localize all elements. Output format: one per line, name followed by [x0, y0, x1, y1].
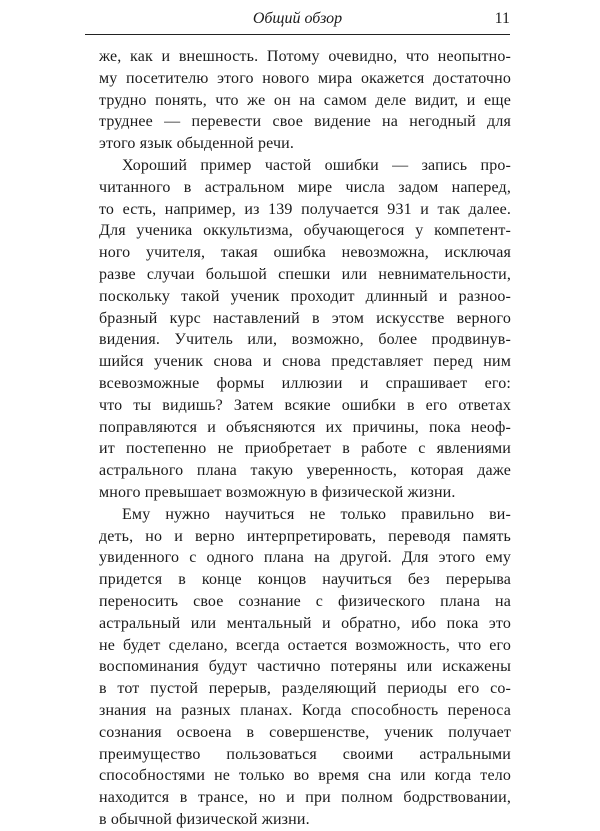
text-line: деть, но и верно интерпретировать, переводя память: [99, 527, 511, 545]
text-line: всевозможные формы иллюзии и спрашивает его:: [99, 374, 511, 392]
text-line: трудно понять, что же он на самом деле видит, и еще: [99, 91, 511, 109]
text-line: не будет сделано, всегда остается возможность, что его: [99, 636, 511, 654]
text-line: поправляются и объясняются их причины, пока неоф-: [99, 418, 511, 436]
text-line: бразный курс наставлений в этом искусстве верного: [99, 309, 511, 327]
header-rule: [85, 34, 510, 35]
text-line: много превышает возможную в физической жизни.: [99, 483, 456, 501]
text-line: переносить свое сознание с физического плана на: [99, 592, 511, 610]
text-line: ного учителя, такая ошибка невозможна, исключая: [99, 244, 511, 262]
text-line: астральный или ментальный и обратно, ибо пока это: [99, 614, 511, 632]
page-number: 11: [494, 10, 510, 27]
paragraph-1: [99, 46, 511, 155]
text-line: что ты видишь? Затем всякие ошибки в его ответах: [99, 396, 511, 414]
text-line: читанного в астральном мире числа задом наперед,: [99, 178, 511, 196]
text-line: в тот пустой перерыв, разделяющий периоды его со-: [99, 680, 511, 698]
running-head: [85, 6, 510, 34]
text-line: же, как и внешность. Потому очевидно, что неопытно-: [99, 48, 511, 65]
text-line: разве случаи большой спешки или невнимательности,: [99, 265, 511, 283]
text-line: Хороший пример частой ошибки — запись про-: [122, 156, 511, 174]
text-line: придется в конце концов научиться без перерыва: [99, 571, 511, 589]
running-title: Общий обзор: [252, 10, 343, 27]
text-line: Ему нужно научиться не только правильно ви-: [122, 505, 511, 523]
text-line: находится в трансе, но и при полном бодрствовании,: [99, 789, 511, 807]
text-line: преимущество пользоваться своими астральными: [99, 745, 511, 763]
text-line: знания на разных планах. Когда способность переноса: [99, 701, 511, 719]
text-line: увиденного с одного плана на другой. Для этого ему: [99, 549, 511, 567]
text-line: шийся ученик снова и снова представляет перед ним: [99, 353, 511, 371]
text-line: му посетителю этого нового мира окажется достаточно: [99, 69, 511, 87]
text-line: воспоминания будут частично потеряны или искажены: [99, 658, 511, 676]
text-line: труднее — перевести свое видение на негодный для: [99, 113, 511, 131]
text-line: этого язык обыденной речи.: [99, 135, 295, 153]
paragraph-2: [99, 155, 511, 504]
text-line: способностями не только во время сна или когда тело: [99, 767, 511, 785]
text-line: то есть, например, из 139 получается 931 и так далее.: [99, 200, 511, 218]
text-line: поскольку такой ученик проходит длинный и разноо-: [99, 287, 511, 305]
text-line: Для ученика оккультизма, обучающегося у компетент-: [99, 222, 511, 240]
text-line: видения. Учитель или, возможно, более продвинув-: [99, 331, 511, 349]
text-line: ит постепенно не приобретает в работе с явлениями: [99, 440, 511, 458]
paragraph-3: [99, 504, 511, 831]
text-line: в обычной физической жизни.: [99, 810, 310, 828]
text-line: сознания освоена в совершенстве, ученик получает: [99, 723, 511, 741]
text-line: астрального плана такую уверенность, которая даже: [99, 462, 511, 480]
body-text: [99, 46, 511, 831]
